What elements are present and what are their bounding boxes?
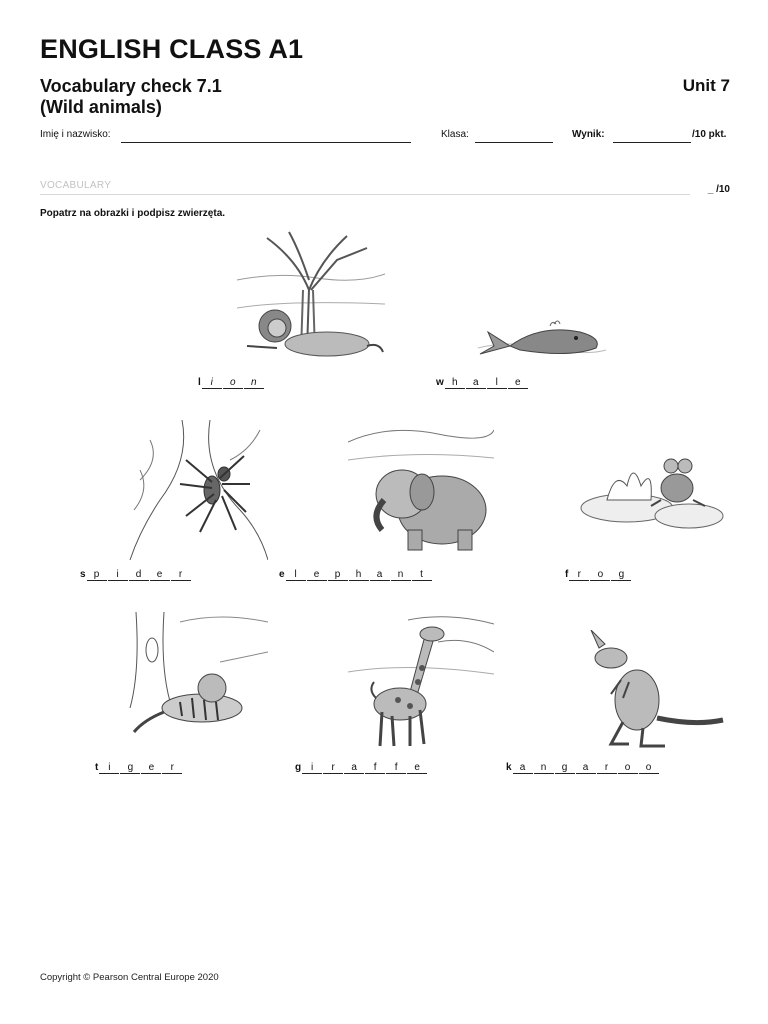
- section-title: VOCABULARY: [40, 180, 112, 191]
- letter-blank[interactable]: e: [141, 762, 161, 774]
- letter-blank[interactable]: o: [639, 762, 659, 774]
- letter-blank[interactable]: e: [150, 569, 170, 581]
- letter-blank[interactable]: e: [407, 762, 427, 774]
- letter-blank[interactable]: i: [302, 762, 322, 774]
- letter-blank[interactable]: h: [349, 569, 369, 581]
- name-label: Imię i nazwisko:: [40, 129, 111, 140]
- letter-blank[interactable]: r: [171, 569, 191, 581]
- letter-blank[interactable]: a: [576, 762, 596, 774]
- page-title: ENGLISH CLASS A1: [40, 34, 304, 64]
- letter-blank[interactable]: a: [513, 762, 533, 774]
- copyright: Copyright © Pearson Central Europe 2020: [40, 972, 219, 983]
- first-letter: e: [279, 569, 285, 580]
- score-field[interactable]: [613, 142, 691, 143]
- first-letter: s: [80, 569, 86, 580]
- letter-blank[interactable]: l: [286, 569, 306, 581]
- letter-blank[interactable]: r: [569, 569, 589, 581]
- tiger-picture: [120, 612, 268, 740]
- letter-blank[interactable]: n: [391, 569, 411, 581]
- letter-blank[interactable]: o: [223, 377, 243, 389]
- letter-blank[interactable]: f: [365, 762, 385, 774]
- name-field[interactable]: [121, 142, 411, 143]
- giraffe-picture: [348, 612, 494, 750]
- word-row-spider: [80, 569, 192, 581]
- letter-blank[interactable]: p: [328, 569, 348, 581]
- instruction: Popatrz na obrazki i podpisz zwierzęta.: [40, 208, 226, 219]
- letter-blank[interactable]: r: [597, 762, 617, 774]
- letter-blank[interactable]: p: [87, 569, 107, 581]
- letter-blank[interactable]: n: [244, 377, 264, 389]
- subtitle-line-1: Vocabulary check 7.1: [40, 76, 222, 96]
- first-letter: k: [506, 762, 512, 773]
- letter-blank[interactable]: n: [534, 762, 554, 774]
- word-row-elephant: [279, 569, 433, 581]
- score-label: Wynik:: [572, 129, 605, 140]
- section-divider: [40, 194, 690, 195]
- worksheet-subtitle: [40, 76, 222, 118]
- letter-blank[interactable]: h: [445, 377, 465, 389]
- first-letter: w: [436, 377, 444, 388]
- letter-blank[interactable]: a: [466, 377, 486, 389]
- section-score: _ /10: [707, 184, 730, 195]
- first-letter: g: [295, 762, 302, 773]
- letter-blank[interactable]: r: [323, 762, 343, 774]
- word-row-giraffe: [295, 762, 428, 774]
- whale-picture: [470, 318, 608, 362]
- score-total: /10 pkt.: [692, 129, 727, 140]
- letter-blank[interactable]: r: [162, 762, 182, 774]
- letter-blank[interactable]: g: [120, 762, 140, 774]
- letter-blank[interactable]: a: [370, 569, 390, 581]
- letter-blank[interactable]: g: [611, 569, 631, 581]
- class-label: Klasa:: [441, 129, 469, 140]
- kangaroo-picture: [577, 630, 725, 750]
- first-letter: t: [95, 762, 99, 773]
- letter-blank[interactable]: t: [412, 569, 432, 581]
- elephant-picture: [348, 420, 494, 556]
- unit-label: Unit 7: [682, 76, 730, 95]
- word-row-lion: [198, 377, 265, 389]
- letter-blank[interactable]: d: [129, 569, 149, 581]
- letter-blank[interactable]: e: [307, 569, 327, 581]
- letter-blank[interactable]: i: [202, 377, 222, 389]
- first-letter: f: [565, 569, 569, 580]
- word-row-whale: [436, 377, 529, 389]
- word-row-tiger: [95, 762, 183, 774]
- lion-picture: [237, 230, 385, 370]
- first-letter: l: [198, 377, 201, 388]
- letter-blank[interactable]: a: [344, 762, 364, 774]
- frog-picture: [577, 420, 725, 544]
- letter-blank[interactable]: f: [386, 762, 406, 774]
- letter-blank[interactable]: o: [618, 762, 638, 774]
- subtitle-line-2: (Wild animals): [40, 97, 162, 117]
- letter-blank[interactable]: i: [99, 762, 119, 774]
- letter-blank[interactable]: o: [590, 569, 610, 581]
- letter-blank[interactable]: g: [555, 762, 575, 774]
- letter-blank[interactable]: i: [108, 569, 128, 581]
- letter-blank[interactable]: e: [508, 377, 528, 389]
- word-row-kangaroo: [506, 762, 660, 774]
- class-field[interactable]: [475, 142, 553, 143]
- letter-blank[interactable]: l: [487, 377, 507, 389]
- spider-picture: [120, 420, 268, 560]
- word-row-frog: [565, 569, 632, 581]
